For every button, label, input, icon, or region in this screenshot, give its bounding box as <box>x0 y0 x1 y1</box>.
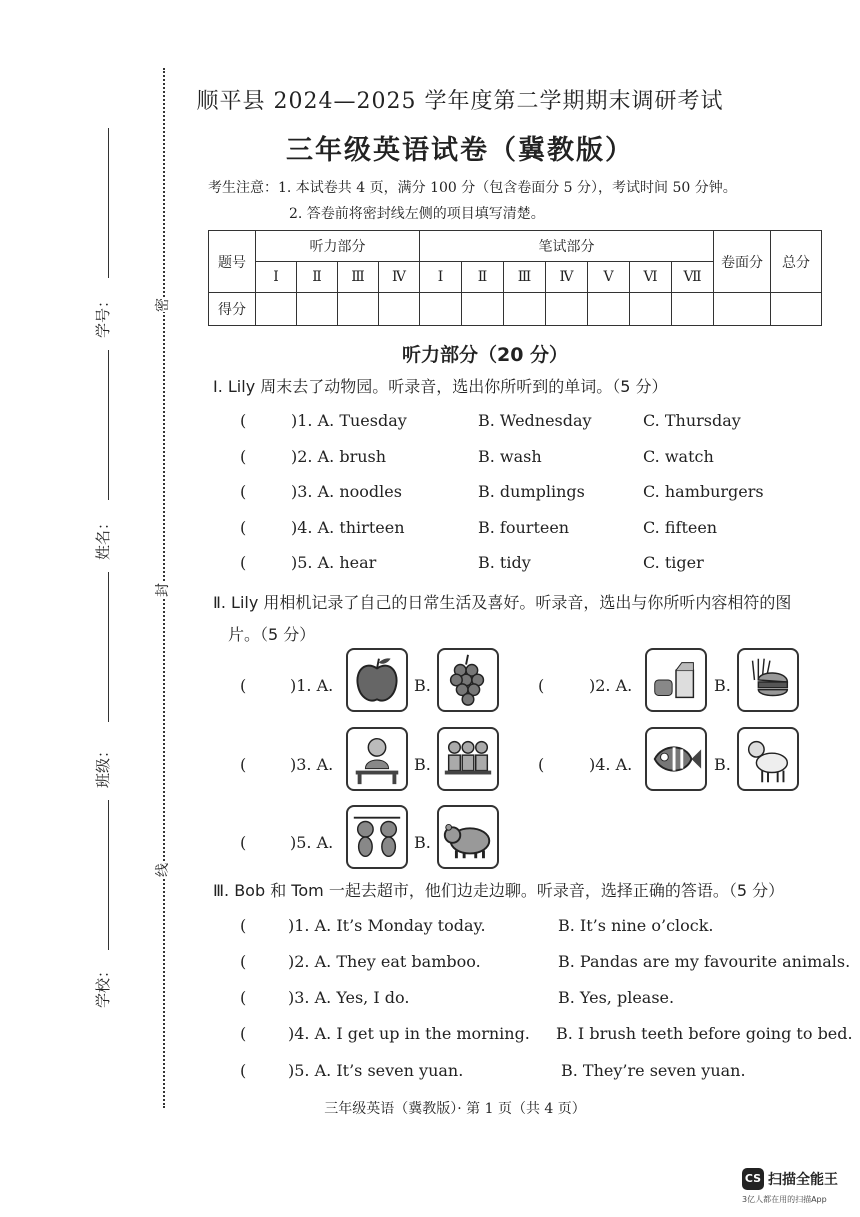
part3-option-b: B. They’re seven yuan. <box>561 1061 746 1080</box>
score-cell[interactable] <box>630 293 672 326</box>
option-b-label: B. <box>714 676 731 695</box>
option-b-label: B. <box>414 755 431 774</box>
score-cell[interactable] <box>672 293 714 326</box>
score-cell[interactable] <box>420 293 462 326</box>
answer-paren[interactable]: ( <box>240 411 247 430</box>
answer-paren[interactable]: ( <box>240 482 247 501</box>
part3-title: Ⅲ. Bob 和 Tom 一起去超市，他们边走边聊。听录音，选择正确的答语。（5 分） <box>213 881 785 900</box>
answer-paren[interactable]: ( <box>240 833 247 852</box>
listening-section-title: 听力部分（20 分） <box>401 344 569 366</box>
part3-option-a: )3. A. Yes, I do. <box>288 988 410 1007</box>
part2-q5-label: )5. A. <box>290 833 334 852</box>
bear-picture[interactable] <box>437 805 499 869</box>
part1-option-c: C. hamburgers <box>643 482 764 501</box>
scanner-app-name: 扫描全能王 <box>768 1172 838 1188</box>
part1-title: Ⅰ. Lily 周末去了动物园。听录音，选出你所听到的单词。（5 分） <box>213 377 668 396</box>
table-col: Ⅳ <box>546 262 588 293</box>
part3-option-a: )1. A. It’s Monday today. <box>288 916 486 935</box>
part1-option-c: C. Thursday <box>643 411 741 430</box>
girl-eating-picture[interactable] <box>346 727 408 791</box>
answer-paren[interactable]: ( <box>240 1061 247 1080</box>
answer-paren[interactable]: ( <box>240 1024 247 1043</box>
table-col: Ⅵ <box>630 262 672 293</box>
option-b-label: B. <box>414 676 431 695</box>
student-id-label: 学号： <box>94 292 113 339</box>
part1-option-a: )3. A. noodles <box>291 482 402 501</box>
part1-option-c: C. fifteen <box>643 518 718 537</box>
part2-q2-label: )2. A. <box>589 676 633 695</box>
part3-option-b: B. I brush teeth before going to bed. <box>556 1024 853 1043</box>
score-cell[interactable] <box>504 293 546 326</box>
score-cell[interactable] <box>462 293 504 326</box>
table-col: Ⅶ <box>672 262 714 293</box>
scanner-tagline: 3亿人都在用的扫描App <box>742 1195 827 1204</box>
table-col: Ⅱ <box>297 262 338 293</box>
table-col: Ⅳ <box>379 262 420 293</box>
name-line-top <box>108 350 109 500</box>
part1-option-c: C. tiger <box>643 553 704 572</box>
option-b-label: B. <box>714 755 731 774</box>
part1-option-b: B. Wednesday <box>478 411 592 430</box>
part1-option-c: C. watch <box>643 447 714 466</box>
seal-char-3: 线 <box>152 863 172 877</box>
name-line <box>108 572 109 722</box>
fish-picture[interactable] <box>645 727 707 791</box>
page-footer: 三年级英语（冀教版）· 第 1 页（共 4 页） <box>324 1101 586 1117</box>
part2-q1-label: )1. A. <box>290 676 334 695</box>
score-cell[interactable] <box>588 293 630 326</box>
part2-title-line2: 片。（5 分） <box>228 625 316 644</box>
score-cell[interactable] <box>546 293 588 326</box>
option-b-label: B. <box>414 833 431 852</box>
part1-option-a: )5. A. hear <box>291 553 377 572</box>
score-cell[interactable] <box>379 293 420 326</box>
answer-paren[interactable]: ( <box>240 755 247 774</box>
answer-paren[interactable]: ( <box>240 447 247 466</box>
part2-title-line1: Ⅱ. Lily 用相机记录了自己的日常生活及喜好。听录音，选出与你所听内容相符的图 <box>213 593 792 612</box>
exam-title: 顺平县 2024—2025 学年度第二学期期末调研考试 <box>196 89 724 114</box>
table-col: Ⅰ <box>420 262 462 293</box>
part1-option-a: )1. A. Tuesday <box>291 411 407 430</box>
bread-milk-picture[interactable] <box>645 648 707 712</box>
answer-paren[interactable]: ( <box>538 755 545 774</box>
score-table <box>208 230 822 326</box>
table-col: Ⅲ <box>338 262 379 293</box>
table-label-score: 得分 <box>209 293 256 326</box>
apple-picture[interactable] <box>346 648 408 712</box>
class-line <box>108 800 109 950</box>
answer-paren[interactable]: ( <box>240 518 247 537</box>
part2-q3-label: )3. A. <box>290 755 334 774</box>
part3-option-b: B. It’s nine o’clock. <box>558 916 714 935</box>
part3-option-b: B. Pandas are my favourite animals. <box>558 952 851 971</box>
part1-option-a: )2. A. brush <box>291 447 387 466</box>
name-label: 姓名： <box>94 514 113 561</box>
burger-fries-picture[interactable] <box>737 648 799 712</box>
part1-option-a: )4. A. thirteen <box>291 518 405 537</box>
class-label: 班级： <box>94 742 113 789</box>
table-header-neatness: 卷面分 <box>714 231 771 293</box>
monkeys-picture[interactable] <box>346 805 408 869</box>
part3-option-a: )2. A. They eat bamboo. <box>288 952 481 971</box>
table-header-listening: 听力部分 <box>256 231 420 262</box>
table-header-writing: 笔试部分 <box>420 231 714 262</box>
answer-paren[interactable]: ( <box>240 916 247 935</box>
table-col: Ⅲ <box>504 262 546 293</box>
answer-paren[interactable]: ( <box>240 553 247 572</box>
score-cell[interactable] <box>297 293 338 326</box>
paper-title: 三年级英语试卷（冀教版） <box>286 135 634 166</box>
table-col: Ⅰ <box>256 262 297 293</box>
score-cell[interactable] <box>256 293 297 326</box>
grapes-picture[interactable] <box>437 648 499 712</box>
part2-q4-label: )4. A. <box>589 755 633 774</box>
seal-char-1: 密 <box>152 298 172 312</box>
notice-line-2: 2. 答卷前将密封线左侧的项目填写清楚。 <box>289 206 545 222</box>
school-label: 学校： <box>94 962 113 1009</box>
score-cell[interactable] <box>714 293 771 326</box>
table-col: Ⅴ <box>588 262 630 293</box>
part3-option-a: )5. A. It’s seven yuan. <box>288 1061 464 1080</box>
part3-option-a: )4. A. I get up in the morning. <box>288 1024 530 1043</box>
sheep-picture[interactable] <box>737 727 799 791</box>
answer-paren[interactable]: ( <box>538 676 545 695</box>
answer-paren[interactable]: ( <box>240 988 247 1007</box>
answer-paren[interactable]: ( <box>240 676 247 695</box>
scanner-logo-icon: CS <box>742 1168 764 1190</box>
part1-option-b: B. tidy <box>478 553 531 572</box>
part3-option-b: B. Yes, please. <box>558 988 675 1007</box>
seal-char-2: 封 <box>152 583 172 597</box>
table-label-question: 题号 <box>209 231 256 293</box>
part1-option-b: B. dumplings <box>478 482 585 501</box>
answer-paren[interactable]: ( <box>240 952 247 971</box>
score-cell[interactable] <box>771 293 822 326</box>
students-picture[interactable] <box>437 727 499 791</box>
notice-line-1: 考生注意：1. 本试卷共 4 页，满分 100 分（包含卷面分 5 分），考试时间 50 分钟。 <box>208 180 737 196</box>
part1-option-b: B. fourteen <box>478 518 570 537</box>
exam-notice <box>208 175 737 227</box>
table-header-total: 总分 <box>771 231 822 293</box>
table-col: Ⅱ <box>462 262 504 293</box>
score-cell[interactable] <box>338 293 379 326</box>
part1-option-b: B. wash <box>478 447 542 466</box>
